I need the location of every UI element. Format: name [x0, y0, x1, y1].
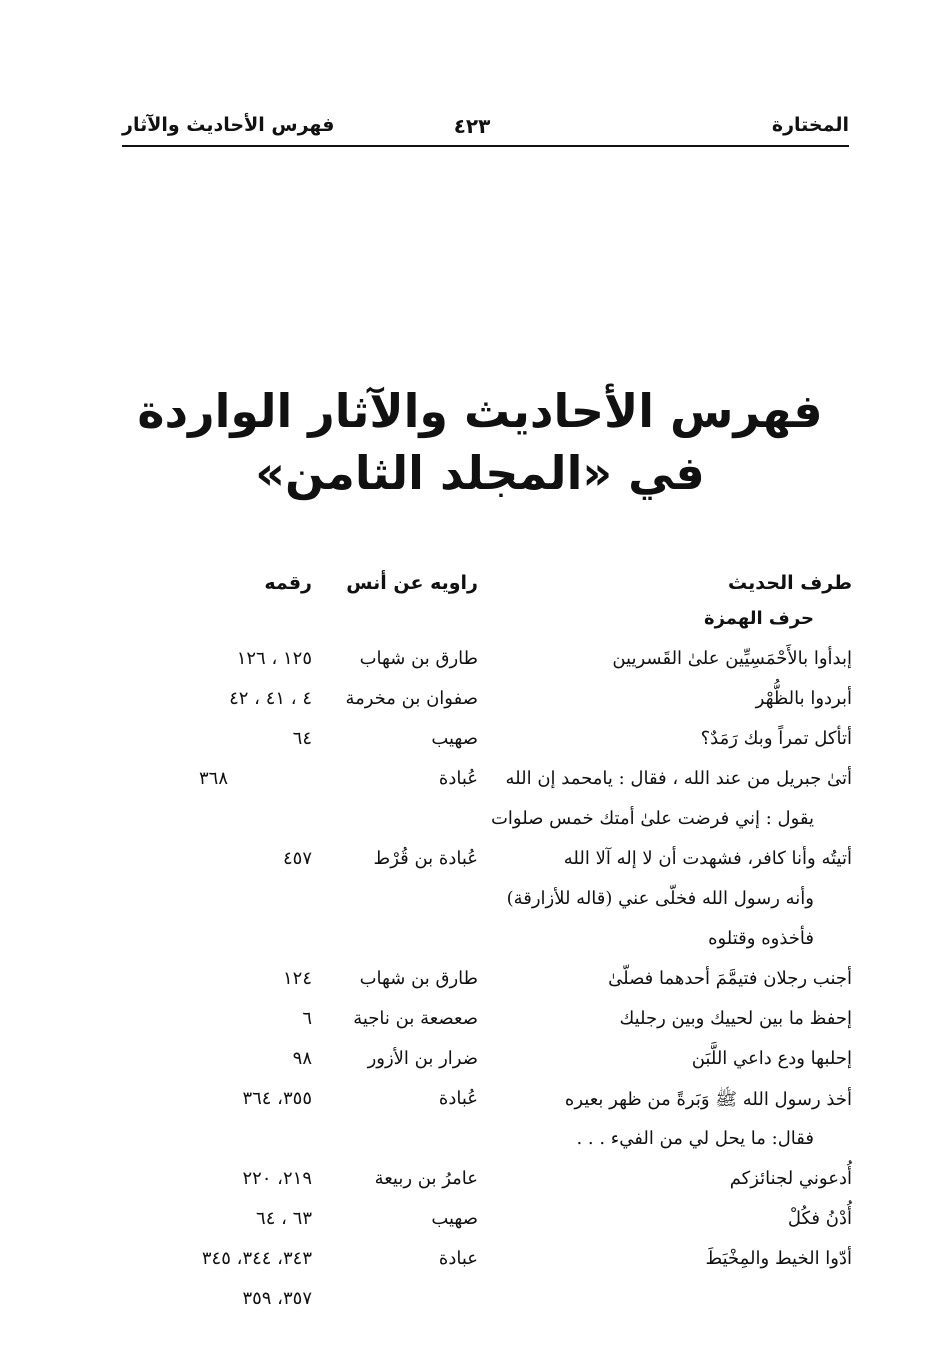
narrator: عُبادة	[438, 768, 478, 789]
table-row	[0, 762, 940, 802]
table-row	[0, 682, 940, 722]
table-row	[0, 1202, 940, 1242]
page-title	[120, 380, 840, 504]
narrator: طارق بن شهاب	[359, 968, 478, 989]
table-row	[0, 642, 940, 682]
table-row	[0, 1082, 940, 1122]
table-row-continuation	[0, 802, 940, 842]
hadith-number: ٣٤٣، ٣٤٤، ٣٤٥	[201, 1248, 312, 1269]
hadith-text: إحلبها ودع داعي اللَّبَن	[691, 1048, 852, 1069]
hadith-text: أتأكل تمراً وبك رَمَدٌ؟	[700, 728, 852, 749]
hadith-text: أُدْنُ فكُلْ	[787, 1208, 852, 1229]
table-row	[0, 722, 940, 762]
hadith-text: أتىٰ جبريل من عند الله ، فقال : يامحمد إن الله	[505, 768, 852, 789]
hadith-text: إحفظ ما بين لحييك وبين رجليك	[619, 1008, 852, 1029]
column-header-number: رقمه	[264, 572, 312, 594]
hadith-number: ٤ ، ٤١ ، ٤٢	[229, 688, 312, 709]
title-line-1: فهرس الأحاديث والآثار الواردة	[137, 384, 823, 438]
hadith-text: يقول : إني فرضت علىٰ أمتك خمس صلوات	[490, 808, 814, 829]
table-row	[0, 1242, 940, 1282]
table-row	[0, 1002, 940, 1042]
hadith-text: أدّوا الخيط والمِخْيَطَ	[705, 1248, 852, 1269]
header-section-title: فهرس الأحاديث والآثار	[122, 114, 335, 136]
page-number: ٤٢٣	[453, 114, 491, 138]
table-row-continuation	[0, 1282, 940, 1322]
hadith-text: وأنه رسول الله فخلّى عني (قاله للأزارقة)	[506, 888, 814, 909]
narrator: صفوان بن مخرمة	[345, 688, 478, 709]
table-row	[0, 1162, 940, 1202]
narrator: صعصعة بن ناجية	[353, 1008, 478, 1029]
title-line-2: في «المجلد الثامن»	[255, 446, 705, 500]
table-row	[0, 962, 940, 1002]
hadith-number: ٣٥٧، ٣٥٩	[242, 1288, 312, 1309]
narrator: طارق بن شهاب	[359, 648, 478, 669]
hadith-number: ٣٥٥، ٣٦٤	[242, 1088, 312, 1109]
hadith-text: أخذ رسول الله ﷺ وَبَرةً من ظهر بعيره	[564, 1089, 852, 1110]
narrator: عبادة	[438, 1248, 478, 1269]
hadith-number: ٦	[302, 1008, 312, 1029]
narrator: عُبادة بن قُرْط	[373, 848, 478, 869]
hadith-number: ٩٨	[292, 1048, 312, 1069]
table-row	[0, 1042, 940, 1082]
narrator: ضرار بن الأزور	[367, 1048, 478, 1069]
header-rule	[122, 145, 849, 147]
hadith-number: ٦٤	[292, 728, 312, 749]
hadith-number: ٦٣ ، ٦٤	[256, 1208, 312, 1229]
running-header	[122, 108, 849, 144]
hadith-number: ٢١٩، ٢٢٠	[242, 1168, 312, 1189]
section-heading	[0, 602, 940, 642]
narrator: عامرُ بن ربيعة	[374, 1168, 478, 1189]
column-header-hadith: طرف الحديث	[728, 572, 852, 594]
header-book-title: المختارة	[771, 114, 849, 136]
hadith-number: ١٢٥ ، ١٢٦	[236, 648, 312, 669]
table-row	[0, 842, 940, 882]
narrator: صهيب	[431, 728, 478, 749]
hadith-text: فقال: ما يحل لي من الفيء . . .	[576, 1128, 814, 1149]
hadith-number: ٣٦٨	[198, 768, 228, 789]
index-list	[0, 602, 940, 1322]
hadith-number: ٤٥٧	[282, 848, 312, 869]
hadith-text: أبردوا بالظُّهْر	[755, 688, 852, 709]
hadith-text: أُدعوني لجنائزكم	[729, 1168, 852, 1189]
hadith-text: إبدأوا بالأَحْمَسِيِّين علىٰ القَسريين	[612, 648, 852, 669]
hadith-number: ١٢٤	[282, 968, 312, 989]
hadith-text: فأخذوه وقتلوه	[708, 928, 814, 949]
narrator: عُبادة	[438, 1088, 478, 1109]
hadith-text: أجنب رجلان فتيمَّمَ أحدهما فصلّىٰ	[608, 968, 852, 989]
table-row-continuation	[0, 922, 940, 962]
column-header-narrator: راويه عن أنس	[346, 572, 478, 594]
table-row-continuation	[0, 882, 940, 922]
narrator: صهيب	[431, 1208, 478, 1229]
section-heading-text: حرف الهمزة	[703, 608, 814, 629]
table-row-continuation	[0, 1122, 940, 1162]
hadith-text: أتيتُه وأنا كافر، فشهدت أن لا إله آلا الله	[563, 848, 852, 869]
